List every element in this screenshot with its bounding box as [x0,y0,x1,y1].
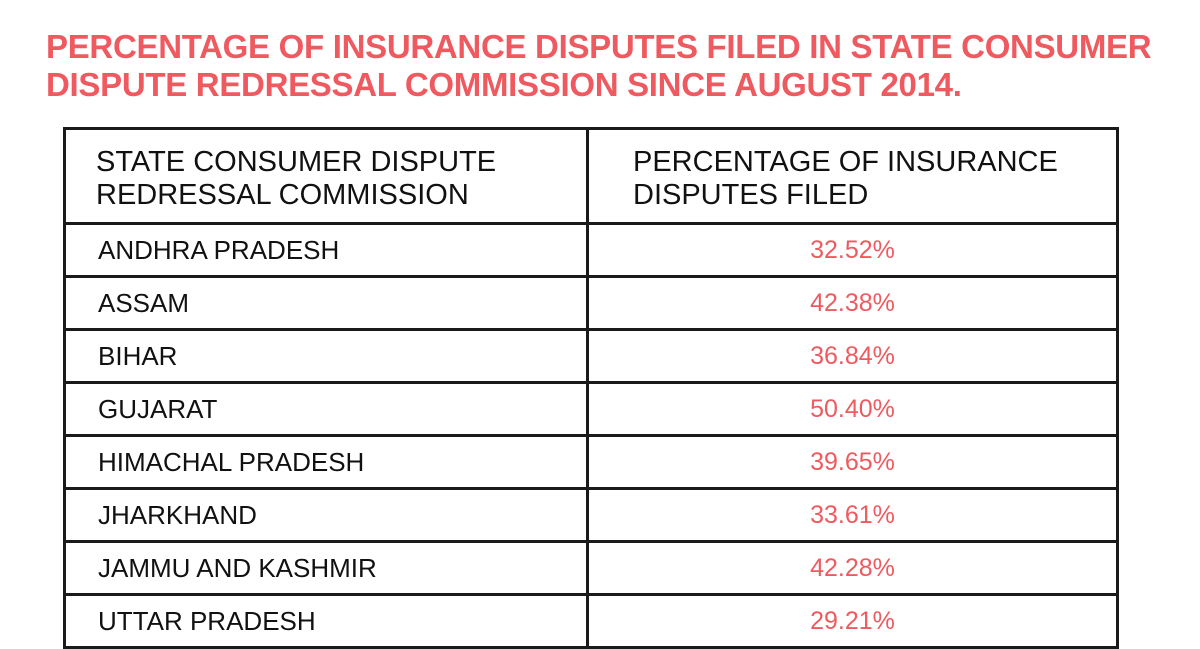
percentage-value-cell: 32.52% [588,224,1118,277]
column-header-commission [65,129,588,224]
chart-title-line-1: PERCENTAGE OF INSURANCE DISPUTES FILED IN STATE CONSUMER [46,28,1152,65]
percentage-value-cell: 36.84% [588,330,1118,383]
table-row [65,330,1118,383]
percentage-value-cell: 50.40% [588,383,1118,436]
table-row [65,595,1118,648]
column-header-percentage-line-1: PERCENTAGE OF INSURANCE [633,146,1058,178]
column-header-percentage [588,129,1118,224]
table-row [65,277,1118,330]
percentage-value-cell: 39.65% [588,436,1118,489]
column-header-commission-line-2: REDRESSAL COMMISSION [96,179,469,211]
disputes-table [63,127,1119,649]
table-row [65,436,1118,489]
state-name-cell: UTTAR PRADESH [65,595,588,648]
chart-title [46,28,1186,104]
chart-title-line-2: DISPUTE REDRESSAL COMMISSION SINCE AUGUST 2014. [46,66,962,103]
state-name-cell: ANDHRA PRADESH [65,224,588,277]
percentage-value-cell: 42.28% [588,542,1118,595]
percentage-value-cell: 29.21% [588,595,1118,648]
state-name-cell: GUJARAT [65,383,588,436]
state-name-cell: HIMACHAL PRADESH [65,436,588,489]
state-name-cell: JHARKHAND [65,489,588,542]
table-row [65,489,1118,542]
state-name-cell: ASSAM [65,277,588,330]
percentage-value-cell: 33.61% [588,489,1118,542]
table-row [65,383,1118,436]
state-name-cell: JAMMU AND KASHMIR [65,542,588,595]
table-body [65,224,1118,648]
state-name-cell: BIHAR [65,330,588,383]
column-header-percentage-line-2: DISPUTES FILED [633,179,869,211]
percentage-value-cell: 42.38% [588,277,1118,330]
table-header-row [65,129,1118,224]
table-row [65,224,1118,277]
column-header-commission-line-1: STATE CONSUMER DISPUTE [96,146,497,178]
table-row [65,542,1118,595]
